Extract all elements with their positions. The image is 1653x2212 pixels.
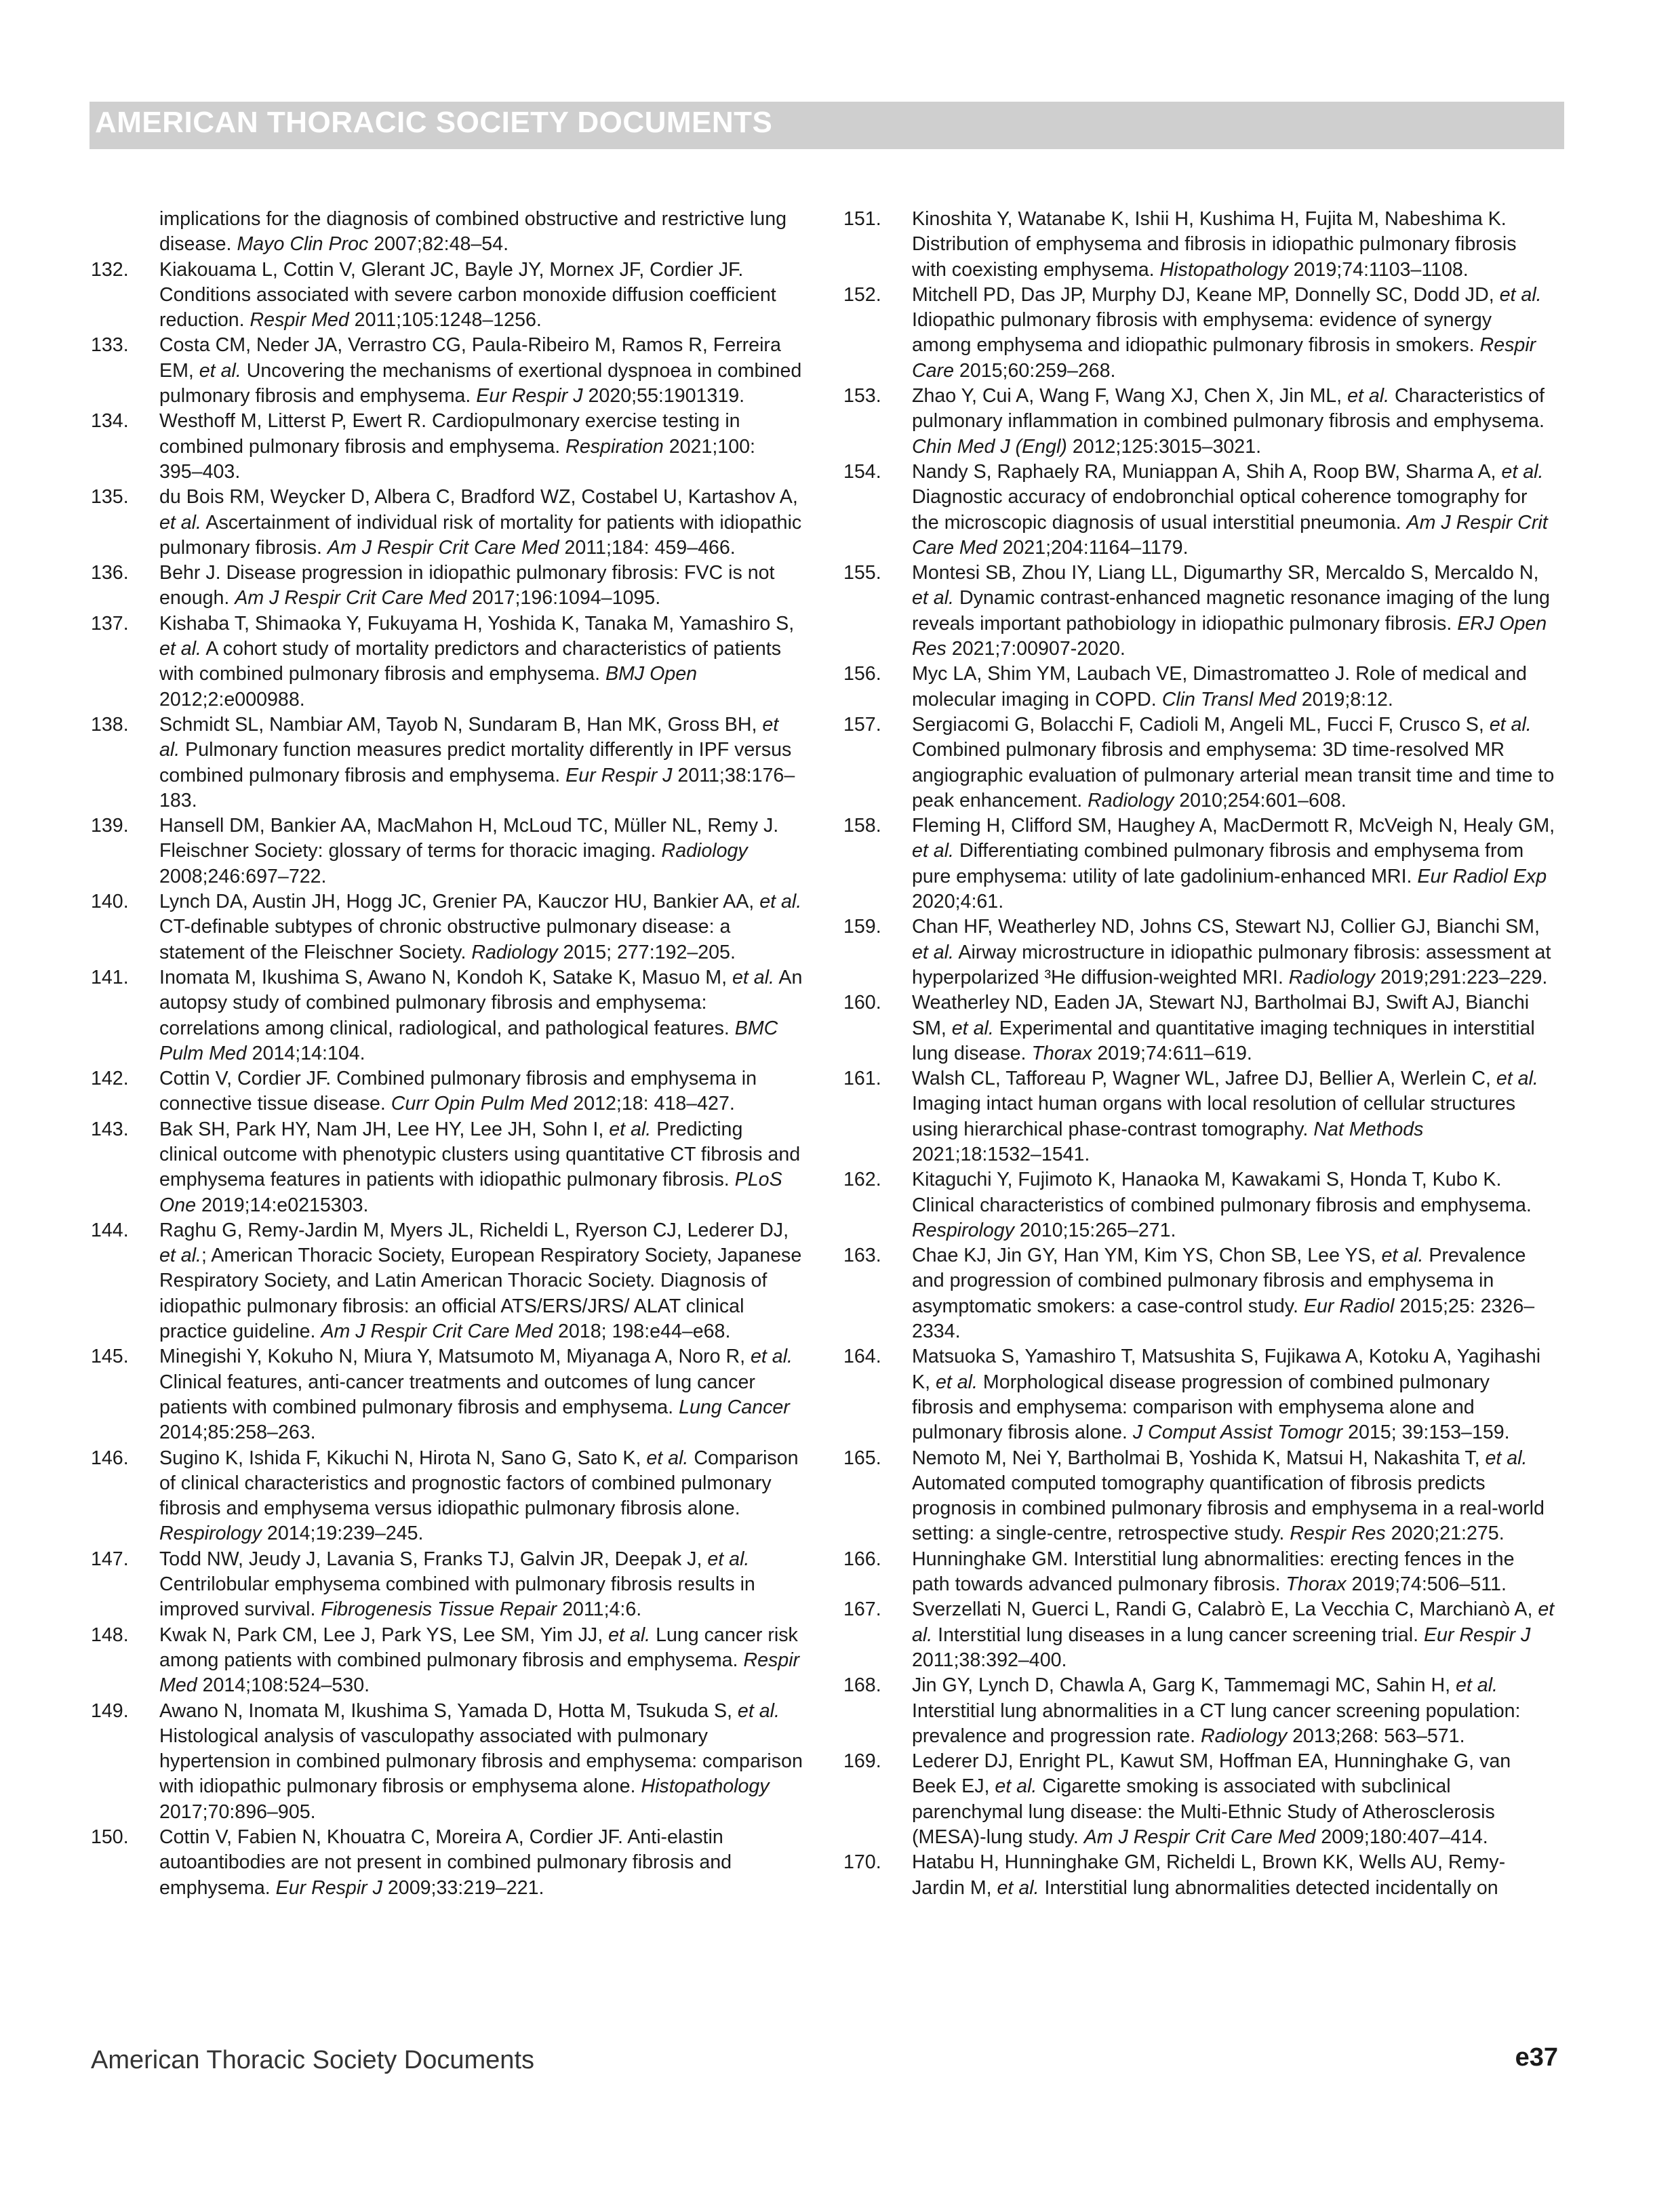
reference-entry	[91, 1547, 803, 1623]
reference-number: 143.	[91, 1118, 129, 1140]
reference-text: Fleming H, Clifford SM, Haughey A, MacDermott R, McVeigh N, Healy GM,	[912, 815, 1555, 837]
reference-journal-italic: et al.	[732, 966, 774, 988]
reference-text: 2015;25: 2326–2334.	[912, 1295, 1535, 1343]
reference-text: 2012;18: 418–427.	[567, 1093, 735, 1115]
reference-text: Interstitial lung abnormalities in a CT lung cancer screening population: prevalence and progression rate.	[912, 1700, 1521, 1747]
reference-entry	[843, 1446, 1555, 1547]
reference-number: 152.	[843, 283, 881, 306]
reference-journal-italic: Eur Respir J	[1423, 1624, 1531, 1646]
reference-journal-italic: et al.	[751, 1346, 793, 1368]
reference-journal-italic: et al.	[1381, 1245, 1424, 1267]
reference-journal-italic: et al.	[159, 713, 779, 761]
reference-text: Interstitial lung abnormalities detected incidentally on	[1039, 1876, 1498, 1899]
reference-text: 2015; 39:153–159.	[1342, 1422, 1510, 1444]
reference-text: Behr J. Disease progression in idiopathic pulmonary fibrosis: FVC is not enough.	[159, 562, 775, 609]
reference-text: 2012;2:e000988.	[159, 688, 305, 710]
reference-journal-italic: Am J Respir Crit Care Med	[235, 587, 466, 609]
reference-entry	[843, 990, 1555, 1066]
reference-text: A cohort study of mortality predictors and characteristics of patients with combined pulmonary fibrosis and emphysema.	[159, 638, 782, 685]
reference-number: 167.	[843, 1598, 881, 1621]
reference-text: 2021;204:1164–1179.	[997, 536, 1189, 559]
reference-entry	[91, 712, 803, 813]
reference-text: du Bois RM, Weycker D, Albera C, Bradford WZ, Costabel U, Kartashov A,	[159, 486, 798, 508]
reference-entry	[91, 561, 803, 611]
reference-entry	[843, 712, 1555, 813]
reference-entry	[843, 914, 1555, 990]
footer-journal-name: American Thoracic Society Documents	[91, 2046, 534, 2074]
reference-journal-italic: Respir Med	[159, 1649, 800, 1697]
reference-number: 158.	[843, 815, 881, 837]
reference-text: Interstitial lung diseases in a lung cancer screening trial.	[932, 1624, 1424, 1646]
reference-text: 2010;15:265–271.	[1014, 1219, 1176, 1241]
reference-column-left	[91, 207, 803, 1901]
reference-journal-italic: Respir Res	[1290, 1523, 1386, 1545]
reference-text: 2021;18:1532–1541.	[912, 1143, 1090, 1165]
reference-entry	[91, 1446, 803, 1547]
reference-text: 2019;14:e0215303.	[196, 1194, 369, 1216]
reference-number: 146.	[91, 1447, 129, 1469]
reference-journal-italic: Clin Transl Med	[1161, 688, 1296, 710]
reference-text: Automated computed tomography quantification of fibrosis predicts prognosis in combined pulmonary fibrosis and emphysema in a real-world setting: a single-centre, retrospective study.	[912, 1472, 1545, 1545]
reference-journal-italic: Thorax	[1031, 1042, 1092, 1064]
reference-text: Matsuoka S, Yamashiro T, Matsushita S, Fujikawa A, Kotoku A, Yagihashi K,	[912, 1346, 1541, 1393]
reference-text: 2018; 198:e44–e68.	[553, 1321, 731, 1343]
reference-number: 169.	[843, 1750, 881, 1773]
reference-journal-italic: et al.	[608, 1624, 651, 1646]
reference-text: Kitaguchi Y, Fujimoto K, Hanaoka M, Kawakami S, Honda T, Kubo K. Clinical characteristics of combined pulmonary fibrosis and emphysema.	[912, 1169, 1532, 1216]
reference-text: Pulmonary function measures predict mortality differently in IPF versus combined pulmonary fibrosis and emphysema.	[159, 739, 792, 786]
reference-text: Predicting clinical outcome with phenotypic clusters using quantitative CT fibrosis and emphysema features in patients with idiopathic pulmonary fibrosis.	[159, 1118, 801, 1191]
reference-text: Differentiating combined pulmonary fibrosis and emphysema from pure emphysema: utility of late gadolinium-enhanced MRI.	[912, 840, 1524, 887]
reference-text: Idiopathic pulmonary fibrosis with emphysema: evidence of synergy among emphysema and idiopathic pulmonary fibrosis in smokers.	[912, 309, 1492, 357]
reference-text: 2021;7:00907-2020.	[946, 638, 1126, 660]
reference-journal-italic: Am J Respir Crit Care Med	[912, 511, 1548, 559]
reference-text: Sergiacomi G, Bolacchi F, Cadioli M, Angeli ML, Fucci F, Crusco S,	[912, 713, 1490, 736]
reference-number: 135.	[91, 486, 129, 508]
reference-text: Sugino K, Ishida F, Kikuchi N, Hirota N, Sano G, Sato K,	[159, 1447, 647, 1469]
reference-text: 2019;74:1103–1108.	[1288, 258, 1469, 281]
reference-entry	[843, 1243, 1555, 1344]
reference-number: 162.	[843, 1169, 881, 1191]
reference-journal-italic: ERJ Open Res	[912, 612, 1547, 660]
reference-journal-italic: et al.	[646, 1447, 689, 1469]
reference-journal-italic: BMJ Open	[605, 663, 698, 685]
reference-journal-italic: Eur Respir J	[476, 385, 583, 407]
reference-entry	[91, 333, 803, 409]
reference-text: 2008;246:697–722.	[159, 865, 327, 887]
reference-text: 2014;108:524–530.	[197, 1674, 370, 1697]
reference-entry	[843, 1673, 1555, 1749]
reference-journal-italic: Respirology	[912, 1219, 1014, 1241]
reference-text: Centrilobular emphysema combined with pulmonary fibrosis results in improved survival.	[159, 1573, 755, 1621]
reference-entry	[91, 1218, 803, 1344]
reference-journal-italic: et al.	[1499, 283, 1542, 306]
reference-entry	[843, 1597, 1555, 1673]
reference-text: Westhoff M, Litterst P, Ewert R. Cardiopulmonary exercise testing in combined pulmonary fibrosis and emphysema.	[159, 410, 740, 458]
reference-text: 2019;74:611–619.	[1092, 1042, 1252, 1064]
reference-journal-italic: Chin Med J (Engl)	[912, 435, 1067, 458]
reference-text: Cottin V, Cordier JF. Combined pulmonary fibrosis and emphysema in connective tissue disease.	[159, 1068, 757, 1115]
reference-entry	[91, 1117, 803, 1218]
reference-text: Jin GY, Lynch D, Chawla A, Garg K, Tammemagi MC, Sahin H,	[912, 1674, 1456, 1697]
reference-journal-italic: et al.	[1496, 1068, 1538, 1090]
reference-text: Raghu G, Remy-Jardin M, Myers JL, Richeldi L, Ryerson CJ, Lederer DJ,	[159, 1219, 789, 1241]
reference-journal-italic: BMC Pulm Med	[159, 1017, 778, 1064]
reference-text: Hunninghake GM. Interstitial lung abnormalities: erecting fences in the path towards advanced pulmonary fibrosis.	[912, 1548, 1515, 1596]
reference-text: 2011;105:1248–1256.	[348, 309, 542, 331]
reference-text: Cigarette smoking is associated with subclinical parenchymal lung disease: the Multi-Ethnic Study of Atherosclerosis (MESA)-lung study.	[912, 1775, 1495, 1848]
reference-text: Inomata M, Ikushima S, Awano N, Kondoh K, Satake K, Masuo M,	[159, 966, 732, 988]
reference-text: 2011;38:392–400.	[912, 1649, 1067, 1671]
reference-text: 2020;21:275.	[1385, 1523, 1505, 1545]
reference-text: 2019;74:506–511.	[1346, 1573, 1507, 1596]
reference-text: Kishaba T, Shimaoka Y, Fukuyama H, Yoshida K, Tanaka M, Yamashiro S,	[159, 612, 795, 635]
reference-text: Characteristics of pulmonary inflammation in combined pulmonary fibrosis and emphysema.	[912, 385, 1545, 433]
reference-text: 2021;100: 395–403.	[159, 435, 755, 483]
reference-text: ; American Thoracic Society, European Respiratory Society, Japanese Respiratory Society, and Latin American Thoracic Society. Diagnosis of idiopathic pulmonary fibrosis: an official ATS/ERS/JRS/ ALAT clinical practice guideline.	[159, 1245, 802, 1343]
reference-journal-italic: J Comput Assist Tomogr	[1132, 1422, 1343, 1444]
reference-text: 2011;38:176–183.	[159, 764, 795, 811]
reference-number: 148.	[91, 1624, 129, 1646]
reference-text: Histological analysis of vasculopathy associated with pulmonary hypertension in combined pulmonary fibrosis and emphysema: comparison with idiopathic pulmonary fibrosis or emphysema alone.	[159, 1725, 803, 1798]
reference-text: Zhao Y, Cui A, Wang F, Wang XJ, Chen X, Jin ML,	[912, 385, 1348, 407]
footer-page-number: e37	[1515, 2043, 1558, 2072]
reference-text: Prevalence and progression of combined pulmonary fibrosis and emphysema in asymptomatic smokers: a case-control study.	[912, 1245, 1526, 1317]
reference-number: 133.	[91, 334, 129, 357]
reference-journal-italic: Radiology	[471, 941, 558, 963]
reference-journal-italic: Eur Radiol	[1303, 1295, 1395, 1317]
reference-text: Chan HF, Weatherley ND, Johns CS, Stewart NJ, Collier GJ, Bianchi SM,	[912, 916, 1540, 938]
section-header-bar	[89, 102, 1564, 149]
reference-entry	[91, 409, 803, 485]
reference-journal-italic: Eur Respir J	[565, 764, 673, 786]
reference-text: 2013;268: 563–571.	[1287, 1725, 1465, 1747]
reference-text: 2007;82:48–54.	[368, 233, 509, 256]
reference-journal-italic: et al.	[1456, 1674, 1498, 1697]
reference-number: 136.	[91, 562, 129, 584]
reference-text: Combined pulmonary fibrosis and emphysema: 3D time-resolved MR angiographic evaluation of pulmonary arterial mean transit time and time to peak enhancement.	[912, 739, 1555, 811]
reference-text: Lederer DJ, Enright PL, Kawut SM, Hoffman EA, Hunninghake G, van Beek EJ,	[912, 1750, 1511, 1798]
reference-number: 132.	[91, 258, 129, 281]
reference-text: Kinoshita Y, Watanabe K, Ishii H, Kushima H, Fujita M, Nabeshima K. Distribution of emphysema and fibrosis in idiopathic pulmonary fibrosis with coexisting emphysema.	[912, 208, 1517, 281]
reference-entry	[91, 1623, 803, 1699]
reference-text: 2019;291:223–229.	[1374, 966, 1548, 988]
reference-text: 2019;8:12.	[1296, 688, 1393, 710]
reference-number: 166.	[843, 1548, 881, 1570]
reference-journal-italic: Curr Opin Pulm Med	[391, 1093, 568, 1115]
reference-number: 139.	[91, 815, 129, 837]
reference-journal-italic: Eur Respir J	[275, 1876, 382, 1899]
reference-number: 153.	[843, 385, 881, 407]
reference-journal-italic: et al.	[1485, 1447, 1528, 1469]
reference-entry	[843, 1167, 1555, 1243]
reference-number: 141.	[91, 966, 129, 988]
reference-text: 2014;85:258–263.	[159, 1422, 316, 1444]
reference-text: Hansell DM, Bankier AA, MacMahon H, McLoud TC, Müller NL, Remy J. Fleischner Society: glossary of terms for thoracic imaging.	[159, 815, 779, 862]
reference-entry	[843, 1344, 1555, 1445]
reference-entry	[91, 889, 803, 965]
reference-number: 145.	[91, 1346, 129, 1368]
reference-number: 140.	[91, 891, 129, 913]
reference-journal-italic: Radiology	[1088, 789, 1174, 811]
reference-text: Todd NW, Jeudy J, Lavania S, Franks TJ, Galvin JR, Deepak J,	[159, 1548, 708, 1570]
reference-text: Diagnostic accuracy of endobronchial optical coherence tomography for the microscopic diagnosis of usual interstitial pneumonia.	[912, 486, 1528, 534]
reference-text: Weatherley ND, Eaden JA, Stewart NJ, Bartholmai BJ, Swift AJ, Bianchi SM,	[912, 992, 1530, 1039]
reference-text: Comparison of clinical characteristics and prognostic factors of combined pulmonary fibrosis and emphysema versus idiopathic pulmonary fibrosis alone.	[159, 1447, 799, 1520]
reference-journal-italic: Eur Radiol Exp	[1417, 865, 1547, 887]
reference-entry	[91, 611, 803, 712]
reference-number: 165.	[843, 1447, 881, 1469]
reference-entry	[843, 460, 1555, 561]
reference-journal-italic: Histopathology	[641, 1775, 770, 1798]
reference-number: 138.	[91, 713, 129, 736]
reference-journal-italic: et al.	[759, 891, 802, 913]
reference-number: 163.	[843, 1245, 881, 1267]
reference-text: Ascertainment of individual risk of mortality for patients with idiopathic pulmonary fibrosis.	[159, 511, 802, 559]
reference-entry	[91, 1344, 803, 1445]
reference-journal-italic: Am J Respir Crit Care Med	[321, 1321, 553, 1343]
reference-text: Cottin V, Fabien N, Khouatra C, Moreira A, Cordier JF. Anti-elastin autoantibodies are not present in combined pulmonary fibrosis and emphysema.	[159, 1826, 732, 1899]
reference-entry	[91, 813, 803, 889]
reference-text: 2015;60:259–268.	[953, 359, 1116, 382]
reference-journal-italic: et al.	[935, 1371, 978, 1393]
reference-text: Sverzellati N, Guerci L, Randi G, Calabrò E, La Vecchia C, Marchianò A,	[912, 1598, 1538, 1621]
reference-journal-italic: et al.	[951, 1017, 994, 1039]
reference-column-right	[843, 207, 1555, 1901]
reference-text: Dynamic contrast-enhanced magnetic resonance imaging of the lung reveals important pathobiology in idiopathic pulmonary fibrosis.	[912, 587, 1550, 635]
reference-entry	[91, 485, 803, 561]
reference-text: Myc LA, Shim YM, Laubach VE, Dimastromatteo J. Role of medical and molecular imaging in COPD.	[912, 663, 1527, 710]
reference-text: CT-definable subtypes of chronic obstructive pulmonary disease: a statement of the Fleischner Society.	[159, 916, 731, 963]
reference-number: 170.	[843, 1851, 881, 1874]
reference-text: Hatabu H, Hunninghake GM, Richeldi L, Brown KK, Wells AU, Remy-Jardin M,	[912, 1851, 1506, 1899]
reference-text: 2012;125:3015–3021.	[1067, 435, 1262, 458]
reference-text: Schmidt SL, Nambiar AM, Tayob N, Sundaram B, Han MK, Gross BH,	[159, 713, 763, 736]
reference-text: Kwak N, Park CM, Lee J, Park YS, Lee SM, Yim JJ,	[159, 1624, 609, 1646]
reference-journal-italic: et al.	[199, 359, 241, 382]
reference-journal-italic: Mayo Clin Proc	[237, 233, 369, 256]
reference-journal-italic: Respiration	[565, 435, 664, 458]
reference-number: 156.	[843, 663, 881, 685]
reference-journal-italic: et al.	[912, 587, 954, 609]
reference-text: Minegishi Y, Kokuho N, Miura Y, Matsumoto M, Miyanaga A, Noro R,	[159, 1346, 751, 1368]
reference-entry	[843, 1066, 1555, 1167]
reference-number: 144.	[91, 1219, 129, 1241]
reference-number: 161.	[843, 1068, 881, 1090]
reference-text: Bak SH, Park HY, Nam JH, Lee HY, Lee JH, Sohn I,	[159, 1118, 610, 1140]
reference-entry	[91, 207, 803, 258]
reference-text: Montesi SB, Zhou IY, Liang LL, Digumarthy SR, Mercaldo S, Mercaldo N,	[912, 562, 1539, 584]
reference-number: 168.	[843, 1674, 881, 1697]
reference-journal-italic: Nat Methods	[1313, 1118, 1424, 1140]
reference-entry	[843, 1749, 1555, 1850]
reference-entry	[843, 662, 1555, 712]
reference-number: 147.	[91, 1548, 129, 1570]
reference-journal-italic: et al.	[159, 1245, 201, 1267]
reference-text: An autopsy study of combined pulmonary fibrosis and emphysema: correlations among clinical, radiological, and pathological features.	[159, 966, 803, 1039]
reference-journal-italic: et al.	[995, 1775, 1037, 1798]
reference-entry	[91, 1066, 803, 1117]
reference-text: implications for the diagnosis of combined obstructive and restrictive lung disease.	[159, 208, 786, 256]
reference-text: Lynch DA, Austin JH, Hogg JC, Grenier PA, Kauczor HU, Bankier AA,	[159, 891, 760, 913]
reference-text: 2017;196:1094–1095.	[466, 587, 661, 609]
reference-number: 149.	[91, 1700, 129, 1722]
reference-journal-italic: Lung Cancer	[679, 1396, 790, 1418]
reference-journal-italic: et al.	[159, 511, 201, 534]
reference-journal-italic: Am J Respir Crit Care Med	[327, 536, 559, 559]
reference-journal-italic: et al.	[707, 1548, 750, 1570]
reference-text: 2011;184: 459–466.	[559, 536, 736, 559]
reference-journal-italic: et al.	[1347, 385, 1390, 407]
reference-text: 2009;33:219–221.	[382, 1876, 544, 1899]
reference-text: 2020;4:61.	[912, 891, 1004, 913]
reference-entry	[843, 1850, 1555, 1901]
reference-entry	[91, 258, 803, 334]
reference-journal-italic: Radiology	[1201, 1725, 1288, 1747]
reference-text: Experimental and quantitative imaging techniques in interstitial lung disease.	[912, 1017, 1535, 1064]
reference-text: Chae KJ, Jin GY, Han YM, Kim YS, Chon SB, Lee YS,	[912, 1245, 1382, 1267]
reference-text: Nandy S, Raphaely RA, Muniappan A, Shih A, Roop BW, Sharma A,	[912, 460, 1502, 483]
reference-text: 2015; 277:192–205.	[557, 941, 736, 963]
reference-text: 2014;19:239–245.	[261, 1523, 424, 1545]
reference-text: Walsh CL, Tafforeau P, Wagner WL, Jafree DJ, Bellier A, Werlein C,	[912, 1068, 1496, 1090]
reference-journal-italic: Am J Respir Crit Care Med	[1083, 1826, 1316, 1848]
reference-text: 2017;70:896–905.	[159, 1801, 316, 1823]
reference-text: Clinical features, anti-cancer treatments and outcomes of lung cancer patients with combined pulmonary fibrosis and emphysema.	[159, 1371, 755, 1418]
reference-number: 159.	[843, 916, 881, 938]
reference-text: Kiakouama L, Cottin V, Glerant JC, Bayle JY, Mornex JF, Cordier JF. Conditions associated with severe carbon monoxide diffusion coefficient reduction.	[159, 258, 776, 331]
reference-text: Airway microstructure in idiopathic pulmonary fibrosis: assessment at hyperpolarized ³He diffusion-weighted MRI.	[912, 941, 1551, 988]
reference-journal-italic: Radiology	[661, 840, 748, 862]
section-header-title: AMERICAN THORACIC SOCIETY DOCUMENTS	[95, 106, 773, 139]
reference-journal-italic: Respir Care	[912, 334, 1536, 382]
reference-entry	[91, 1699, 803, 1825]
reference-journal-italic: et al.	[912, 840, 954, 862]
reference-text: 2011;4:6.	[557, 1598, 642, 1621]
reference-number: 142.	[91, 1068, 129, 1090]
reference-number: 155.	[843, 562, 881, 584]
reference-entry	[843, 283, 1555, 384]
reference-number: 160.	[843, 992, 881, 1014]
reference-text: Costa CM, Neder JA, Verrastro CG, Paula-Ribeiro M, Ramos R, Ferreira EM,	[159, 334, 781, 382]
reference-journal-italic: et al.	[737, 1700, 780, 1722]
reference-text: 2014;14:104.	[246, 1042, 365, 1064]
reference-journal-italic: et al.	[912, 941, 954, 963]
reference-entry	[843, 561, 1555, 662]
reference-journal-italic: et al.	[1501, 460, 1544, 483]
reference-journal-italic: et al.	[609, 1118, 652, 1140]
reference-journal-italic: et al.	[997, 1876, 1039, 1899]
reference-text: Uncovering the mechanisms of exertional dyspnoea in combined pulmonary fibrosis and emphysema.	[159, 359, 802, 407]
reference-number: 151.	[843, 208, 881, 230]
reference-journal-italic: Respirology	[159, 1523, 262, 1545]
reference-journal-italic: Radiology	[1288, 966, 1375, 988]
reference-journal-italic: et al.	[159, 638, 201, 660]
reference-text: Nemoto M, Nei Y, Bartholmai B, Yoshida K, Matsui H, Nakashita T,	[912, 1447, 1486, 1469]
reference-number: 137.	[91, 612, 129, 635]
reference-journal-italic: Histopathology	[1159, 258, 1288, 281]
reference-journal-italic: Respir Med	[250, 309, 349, 331]
reference-entry	[91, 965, 803, 1066]
reference-text: 2010;254:601–608.	[1174, 789, 1347, 811]
reference-text: Mitchell PD, Das JP, Murphy DJ, Keane MP, Donnelly SC, Dodd JD,	[912, 283, 1500, 306]
reference-entry	[843, 384, 1555, 460]
reference-text: Morphological disease progression of combined pulmonary fibrosis and emphysema: comparison with emphysema alone and pulmonary fibrosis alone.	[912, 1371, 1490, 1444]
reference-entry	[91, 1825, 803, 1901]
reference-text: 2020;55:1901319.	[582, 385, 745, 407]
reference-journal-italic: Thorax	[1286, 1573, 1347, 1596]
reference-number: 157.	[843, 713, 881, 736]
reference-entry	[843, 1547, 1555, 1598]
reference-journal-italic: Fibrogenesis Tissue Repair	[321, 1598, 557, 1621]
reference-text: Awano N, Inomata M, Ikushima S, Yamada D, Hotta M, Tsukuda S,	[159, 1700, 738, 1722]
reference-text: Lung cancer risk among patients with combined pulmonary fibrosis and emphysema.	[159, 1624, 798, 1671]
reference-entry	[843, 813, 1555, 914]
reference-text: 2009;180:407–414.	[1315, 1826, 1488, 1848]
reference-journal-italic: et al.	[912, 1598, 1555, 1646]
reference-entry	[843, 207, 1555, 283]
reference-number: 154.	[843, 460, 881, 483]
reference-text: Imaging intact human organs with local resolution of cellular structures using hierarchical phase-contrast tomography.	[912, 1093, 1516, 1140]
reference-number: 150.	[91, 1826, 129, 1848]
reference-number: 164.	[843, 1346, 881, 1368]
reference-journal-italic: PLoS One	[159, 1169, 782, 1216]
reference-number: 134.	[91, 410, 129, 433]
reference-journal-italic: et al.	[1489, 713, 1532, 736]
